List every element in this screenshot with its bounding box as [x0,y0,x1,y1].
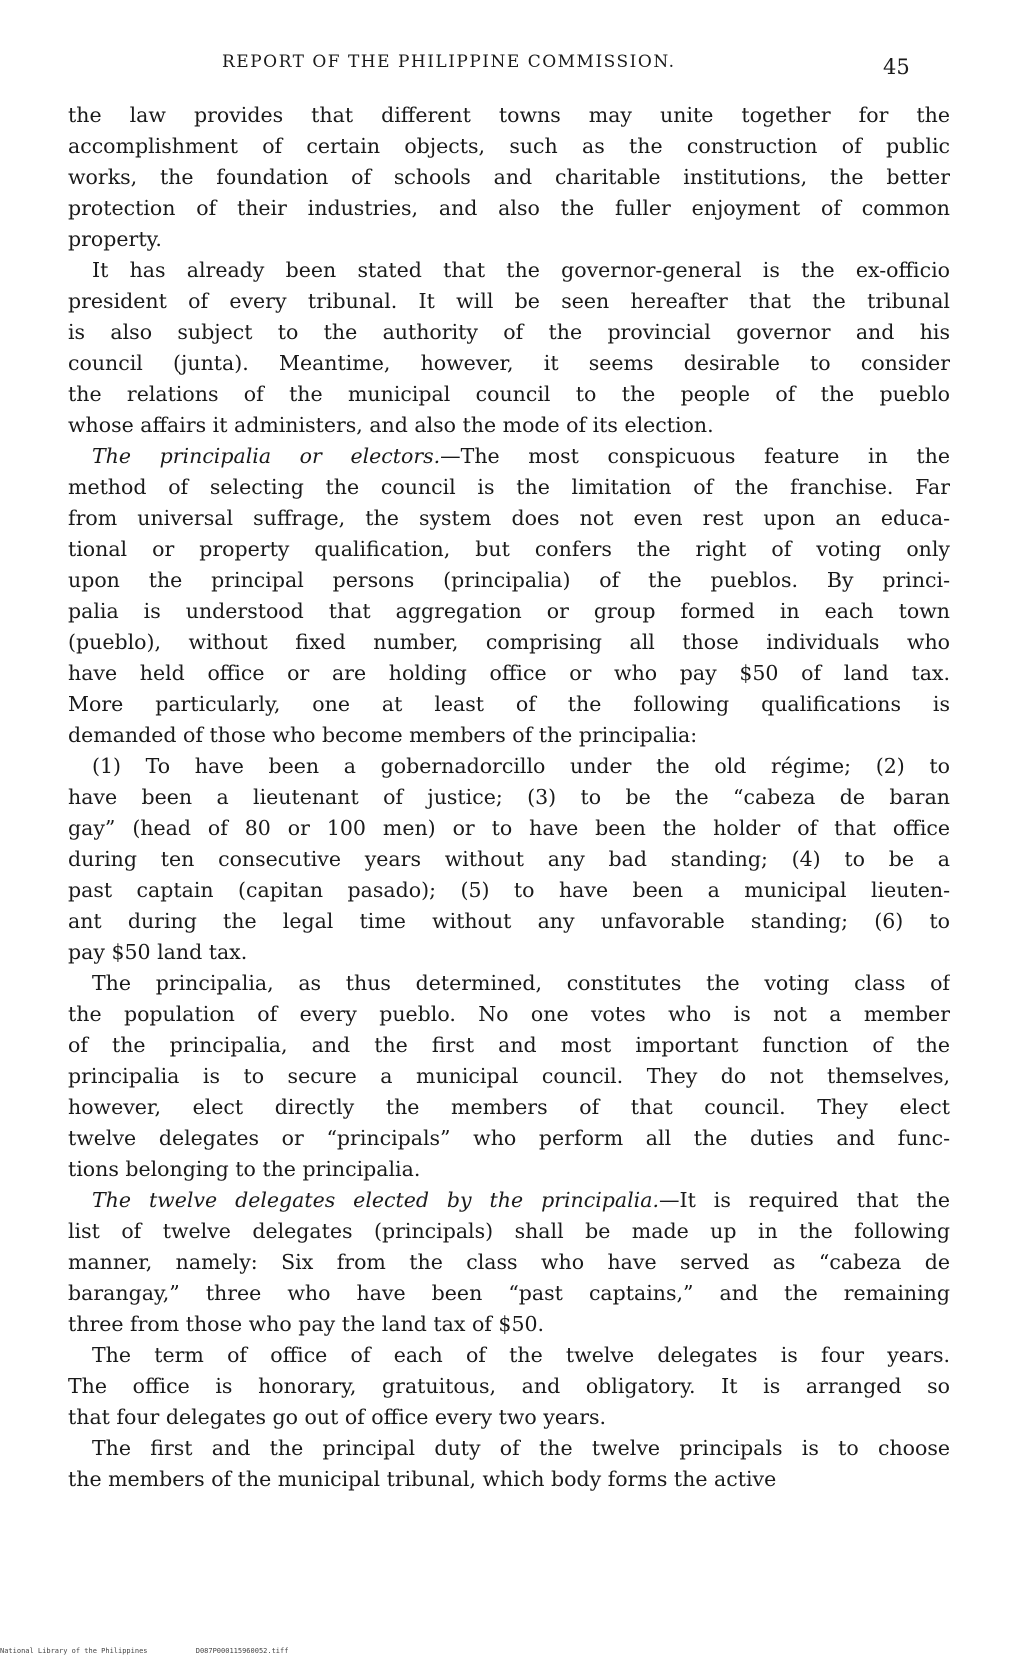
text-line [68,1247,950,1278]
line-text: barangay,” three who have been “past captains,” and the remaining [68,1281,950,1305]
line-text: upon the principal persons (principalia) of the pueblos. By princi- [68,568,950,592]
scan-footer [0,1647,332,1655]
line-text: council (junta). Meantime, however, it seems desirable to consider [68,351,950,375]
line-text: list of twelve delegates (principals) shall be made up in the following [68,1219,950,1243]
line-text: The principalia, as thus determined, constitutes the voting class of [92,971,950,995]
text-line [68,410,950,441]
text-line [68,1309,950,1340]
text-line [68,317,950,348]
line-text: the population of every pueblo. No one votes who is not a member [68,1002,950,1026]
text-line [68,534,950,565]
footer-library: National Library of the Philippines [0,1647,148,1655]
line-text: More particularly, one at least of the following qualifications is [68,692,950,716]
text-line [68,1371,950,1402]
text-line [68,1278,950,1309]
line-text: —The most conspicuous feature in the [440,444,950,468]
text-line [68,193,950,224]
text-line [68,1402,950,1433]
text-line [68,224,950,255]
text-line [68,472,950,503]
text-line [68,720,950,751]
line-text: from universal suffrage, the system does not even rest upon an educa- [68,506,950,530]
line-text: whose affairs it administers, and also the mode of its election. [68,413,714,437]
line-text: of the principalia, and the first and most important function of the [68,1033,950,1057]
line-text: principalia is to secure a municipal council. They do not themselves, [68,1064,950,1088]
text-line [68,1216,950,1247]
line-text: during ten consecutive years without any bad standing; (4) to be a [68,847,950,871]
text-line [68,255,950,286]
line-text: tional or property qualification, but confers the right of voting only [68,537,950,561]
line-text: ant during the legal time without any unfavorable standing; (6) to [68,909,950,933]
line-text: the law provides that different towns may unite together for the [68,103,950,127]
line-text: have held office or are holding office or who pay $50 of land tax. [68,661,950,685]
line-text: three from those who pay the land tax of $50. [68,1312,545,1336]
line-text: The first and the principal duty of the twelve principals is to choose [92,1436,950,1460]
paragraph [68,1185,950,1340]
text-line [68,1030,950,1061]
text-line [68,1185,950,1216]
line-text: (pueblo), without fixed number, comprising all those individuals who [68,630,950,654]
text-line [68,1061,950,1092]
line-text: however, elect directly the members of that council. They elect [68,1095,950,1119]
line-text: is also subject to the authority of the provincial governor and his [68,320,950,344]
text-line [68,751,950,782]
line-text: past captain (capitan pasado); (5) to have been a municipal lieuten- [68,878,950,902]
line-text: gay” (head of 80 or 100 men) or to have been the holder of that office [68,816,950,840]
text-line [68,999,950,1030]
text-line [68,689,950,720]
line-text: It has already been stated that the governor-general is the ex-officio [92,258,950,282]
text-line [68,937,950,968]
text-line [68,658,950,689]
paragraph [68,1433,950,1495]
text-line [68,968,950,999]
text-line [68,1433,950,1464]
line-text: president of every tribunal. It will be seen hereafter that the tribunal [68,289,950,313]
paragraph [68,751,950,968]
text-line [68,782,950,813]
line-text: —It is required that the [658,1188,950,1212]
line-text: that four delegates go out of office every two years. [68,1405,607,1429]
paragraph [68,441,950,751]
line-text: property. [68,227,162,251]
line-text: The term of office of each of the twelve delegates is four years. [92,1343,950,1367]
paragraph [68,1340,950,1433]
line-text: The office is honorary, gratuitous, and obligatory. It is arranged so [68,1374,950,1398]
running-head: REPORT OF THE PHILIPPINE COMMISSION. [222,52,676,72]
line-text: palia is understood that aggregation or group formed in each town [68,599,950,623]
text-line [68,875,950,906]
line-text: have been a lieutenant of justice; (3) to be the “cabeza de baran [68,785,950,809]
line-text: accomplishment of certain objects, such as the construction of public [68,134,950,158]
text-line [68,844,950,875]
text-line [68,1092,950,1123]
text-line [68,565,950,596]
line-text: the members of the municipal tribunal, which body forms the active [68,1467,777,1491]
text-line [68,813,950,844]
paragraph [68,255,950,441]
text-line [68,596,950,627]
text-line [68,503,950,534]
body-text [68,100,950,1495]
page-number: 45 [883,55,910,79]
text-line [68,1123,950,1154]
text-line [68,100,950,131]
text-line [68,1340,950,1371]
text-line [68,906,950,937]
paragraph [68,100,950,255]
line-text: pay $50 land tax. [68,940,248,964]
line-text: (1) To have been a gobernadorcillo under the old régime; (2) to [92,754,950,778]
line-text: works, the foundation of schools and charitable institutions, the better [68,165,950,189]
text-line [68,627,950,658]
text-line [68,131,950,162]
text-line [68,286,950,317]
line-text: method of selecting the council is the limitation of the franchise. Far [68,475,950,499]
line-text: the relations of the municipal council to the people of the pueblo [68,382,950,406]
line-text: demanded of those who become members of the principalia: [68,723,698,747]
text-line [68,379,950,410]
text-line [68,441,950,472]
side-heading: The principalia or electors. [92,444,441,468]
text-line [68,1154,950,1185]
line-text: protection of their industries, and also the fuller enjoyment of common [68,196,950,220]
paragraph [68,968,950,1185]
text-line [68,162,950,193]
footer-file-id: D087P000115960052.tiff [195,1647,289,1655]
text-line [68,348,950,379]
side-heading: The twelve delegates elected by the principalia. [92,1188,659,1212]
line-text: tions belonging to the principalia. [68,1157,421,1181]
text-line [68,1464,950,1495]
line-text: twelve delegates or “principals” who perform all the duties and func- [68,1126,950,1150]
line-text: manner, namely: Six from the class who have served as “cabeza de [68,1250,950,1274]
